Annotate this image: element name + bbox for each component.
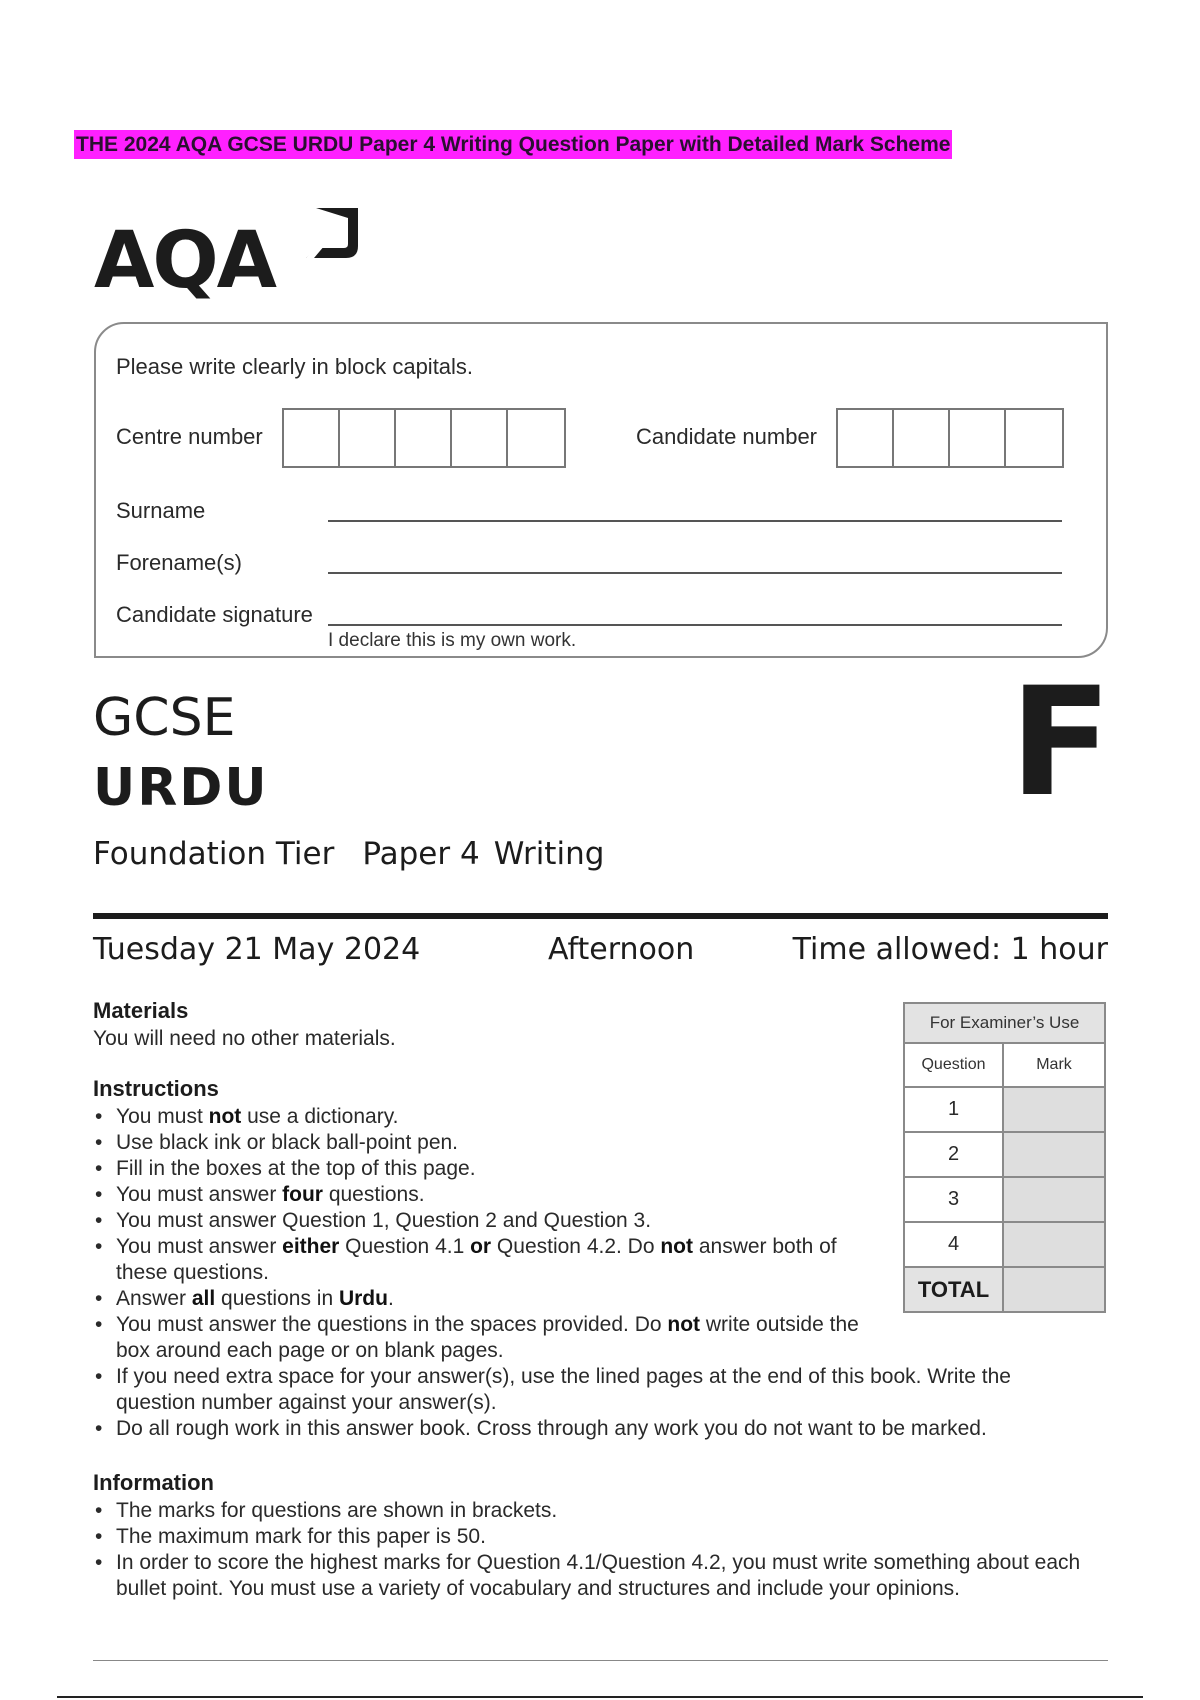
centre-digit-box[interactable] xyxy=(452,410,508,466)
instruction-item: • Use black ink or black ball-point pen. xyxy=(93,1130,883,1156)
page-bottom-rule xyxy=(57,1696,1143,1698)
centre-digit-box[interactable] xyxy=(284,410,340,466)
mark-column-header: Mark xyxy=(1003,1043,1105,1087)
paper-label: Paper 4 xyxy=(362,836,480,872)
instructions-heading: Instructions xyxy=(93,1076,219,1101)
centre-number-label: Centre number xyxy=(116,424,263,449)
logo-text: AQA xyxy=(94,216,276,306)
centre-digit-box[interactable] xyxy=(396,410,452,466)
candidate-digit-box[interactable] xyxy=(950,410,1006,466)
block-capitals-instruction: Please write clearly in block capitals. xyxy=(116,354,474,379)
materials-heading: Materials xyxy=(93,998,189,1023)
materials-text: You will need no other materials. xyxy=(93,1027,396,1050)
table-row xyxy=(904,1267,1105,1312)
examiner-use-table xyxy=(903,1002,1106,1313)
information-item: • In order to score the highest marks for Question 4.1/Question 4.2, you must write something about each bullet point. You must use a variety of vocabulary and structures and include your opinions. xyxy=(93,1550,1103,1602)
surname-line[interactable] xyxy=(328,520,1062,522)
mark-cell xyxy=(1003,1132,1105,1177)
declaration-text: I declare this is my own work. xyxy=(328,630,577,651)
materials-section xyxy=(93,998,396,1052)
table-row xyxy=(904,1177,1105,1222)
header-divider xyxy=(93,913,1108,919)
candidate-digit-box[interactable] xyxy=(894,410,950,466)
component-label: Writing xyxy=(493,836,605,872)
tier-letter: F xyxy=(1009,656,1112,830)
instruction-item: • If you need extra space for your answer(s), use the lined pages at the end of this book. Write the question number against your answer(s). xyxy=(93,1364,1083,1416)
question-column-header: Question xyxy=(904,1043,1003,1087)
candidate-number-label: Candidate number xyxy=(636,424,818,449)
subject-title: URDU xyxy=(93,758,269,818)
aqa-logo xyxy=(94,206,394,306)
mark-cell xyxy=(1003,1222,1105,1267)
centre-digit-box[interactable] xyxy=(340,410,396,466)
instruction-item: • You must answer Question 1, Question 2 and Question 3. xyxy=(93,1208,883,1234)
table-row xyxy=(904,1132,1105,1177)
signature-line[interactable] xyxy=(328,624,1062,626)
surname-label: Surname xyxy=(116,498,206,523)
table-row xyxy=(904,1087,1105,1132)
footer-divider xyxy=(93,1660,1108,1661)
question-number: 2 xyxy=(904,1132,1003,1177)
instruction-item: • Do all rough work in this answer book. Cross through any work you do not want to be marked. xyxy=(93,1416,1093,1442)
total-label: TOTAL xyxy=(904,1267,1003,1312)
information-item: • The marks for questions are shown in brackets. xyxy=(93,1498,1103,1524)
candidate-digit-box[interactable] xyxy=(838,410,894,466)
instruction-item: • Answer all questions in Urdu. xyxy=(93,1286,883,1312)
qualification-title: GCSE xyxy=(93,688,236,748)
candidate-details-box xyxy=(94,322,1108,658)
instruction-item: • Fill in the boxes at the top of this page. xyxy=(93,1156,883,1182)
table-row xyxy=(904,1222,1105,1267)
signature-label: Candidate signature xyxy=(116,602,313,627)
exam-date: Tuesday 21 May 2024 xyxy=(93,932,421,967)
mark-cell xyxy=(1003,1087,1105,1132)
forename-label: Forename(s) xyxy=(116,550,242,575)
question-number: 1 xyxy=(904,1087,1003,1132)
centre-number-field[interactable] xyxy=(282,408,566,468)
tier-label: Foundation Tier xyxy=(93,836,335,872)
exam-session: Afternoon xyxy=(548,932,695,967)
question-number: 4 xyxy=(904,1222,1003,1267)
paper-subtitle xyxy=(93,836,604,872)
information-heading: Information xyxy=(93,1470,214,1495)
title-banner: THE 2024 AQA GCSE URDU Paper 4 Writing Question Paper with Detailed Mark Scheme xyxy=(74,130,952,159)
total-mark-cell xyxy=(1003,1267,1105,1312)
candidate-digit-box[interactable] xyxy=(1006,410,1062,466)
instruction-item: • You must not use a dictionary. xyxy=(93,1104,883,1130)
instruction-item: • You must answer the questions in the spaces provided. Do not write outside the box around each page or on blank pages. xyxy=(93,1312,883,1364)
mark-cell xyxy=(1003,1177,1105,1222)
time-allowed: Time allowed: 1 hour xyxy=(792,932,1108,967)
candidate-number-field[interactable] xyxy=(836,408,1064,468)
centre-digit-box[interactable] xyxy=(508,410,564,466)
forename-line[interactable] xyxy=(328,572,1062,574)
question-number: 3 xyxy=(904,1177,1003,1222)
instruction-item: • You must answer four questions. xyxy=(93,1182,883,1208)
information-item: • The maximum mark for this paper is 50. xyxy=(93,1524,1103,1550)
information-section xyxy=(93,1470,1103,1602)
examiner-table-title: For Examiner’s Use xyxy=(904,1003,1105,1043)
instruction-item: • You must answer either Question 4.1 or Question 4.2. Do not answer both of these questions. xyxy=(93,1234,863,1286)
logo-tick-icon xyxy=(302,206,360,266)
